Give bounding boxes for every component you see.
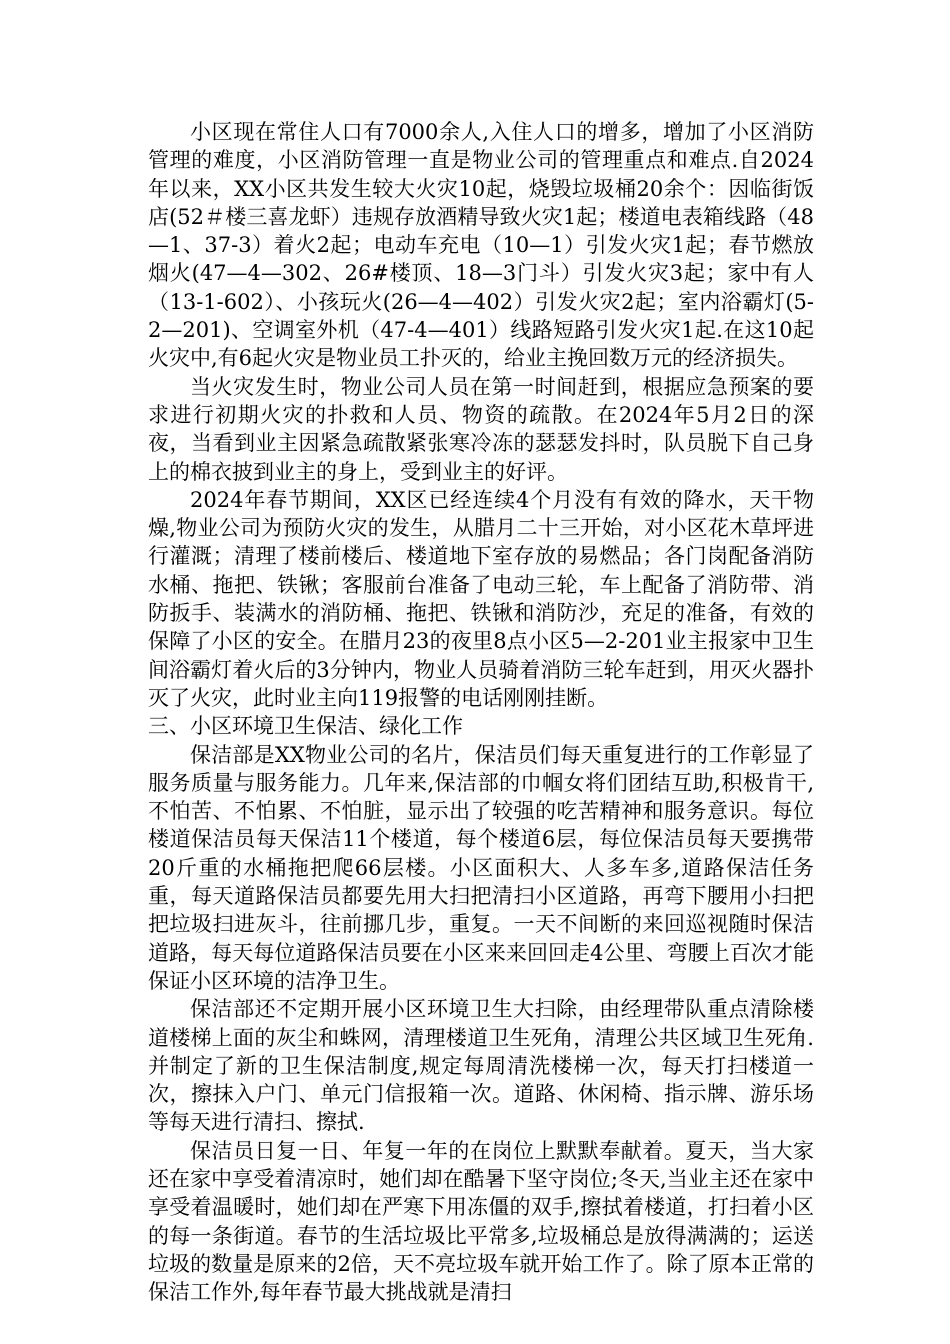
document-page <box>148 118 814 1306</box>
paragraph-fire-response: 当火灾发生时，物业公司人员在第一时间赶到，根据应急预案的要求进行初期火灾的扑救和人员、物资的疏散。在2024年5月2日的深夜，当看到业主因紧急疏散紧张寒冷冻的瑟瑟发抖时，队员脱下自己身上的棉衣披到业主的身上，受到业主的好评。 <box>148 374 814 484</box>
paragraph-cleaning-dedication: 保洁员日复一日、年复一年的在岗位上默默奉献着。夏天，当大家还在家中享受着清凉时，她们却在酷暑下坚守岗位;冬天,当业主还在家中享受着温暖时，她们却在严寒下用冻僵的双手,擦拭着楼道，打扫着小区的每一条街道。春节的生活垃圾比平常多,垃圾桶总是放得满满的；运送垃圾的数量是原来的2倍，天不亮垃圾车就开始工作了。除了原本正常的保洁工作外,每年春节最大挑战就是清扫 <box>148 1138 814 1305</box>
paragraph-cleaning-campaign: 保洁部还不定期开展小区环境卫生大扫除，由经理带队重点清除楼道楼梯上面的灰尘和蛛网，清理楼道卫生死角，清理公共区域卫生死角.并制定了新的卫生保洁制度,规定每周清洗楼梯一次，每天打扫楼道一次，擦抹入户门、单元门信报箱一次。道路、休闲椅、指示牌、游乐场等每天进行清扫、擦拭. <box>148 997 814 1135</box>
section-heading: 三、小区环境卫生保洁、绿化工作 <box>148 714 463 739</box>
paragraph-fire-statistics: 小区现在常住人口有7000余人,入住人口的增多，增加了小区消防管理的难度，小区消防管理一直是物业公司的管理重点和难点.自2024年以来，XX小区共发生较大火灾10起，烧毁垃圾桶20余个：因临街饭店(52＃楼三喜龙虾）违规存放酒精导致火灾1起；楼道电表箱线路（48—1、37-3）着火2起；电动车充电（10—1）引发火灾1起；春节燃放烟火(47—4—302、26#楼顶、18—3门斗）引发火灾3起；家中有人（13-1-602）、小孩玩火(26—4—402）引发火灾2起；室内浴霸灯(5-2—201)、空调室外机（47-4—401）线路短路引发火灾1起.在这10起火灾中,有6起火灾是物业员工扑灭的，给业主挽回数万元的经济损失。 <box>148 120 814 371</box>
paragraph-cleaning-department: 保洁部是XX物业公司的名片，保洁员们每天重复进行的工作彰显了服务质量与服务能力。几年来,保洁部的巾帼女将们团结互助,积极肯干,不怕苦、不怕累、不怕脏，显示出了较强的吃苦精神和服务意识。每位楼道保洁员每天保洁11个楼道，每个楼道6层，每位保洁员每天要携带20斤重的水桶拖把爬66层楼。小区面积大、人多车多,道路保洁任务重，每天道路保洁员都要先用大扫把清扫小区道路，再弯下腰用小扫把把垃圾扫进灰斗，往前挪几步，重复。一天不间断的来回巡视随时保洁道路，每天每位道路保洁员要在小区来来回回走4公里、弯腰上百次才能保证小区环境的洁净卫生。 <box>148 742 814 993</box>
paragraph-spring-festival-prevention: 2024年春节期间，XX区已经连续4个月没有有效的降水，天干物燥,物业公司为预防火灾的发生，从腊月二十三开始，对小区花木草坪进行灌溉；清理了楼前楼后、楼道地下室存放的易燃品；各门岗配备消防水桶、拖把、铁锹；客服前台准备了电动三轮，车上配备了消防带、消防扳手、装满水的消防桶、拖把、铁锹和消防沙，充足的准备，有效的保障了小区的安全。在腊月23的夜里8点小区5—2-201业主报家中卫生间浴霸灯着火后的3分钟内，物业人员骑着消防三轮车赶到，用灭火器扑灭了火灾，此时业主向119报警的电话刚刚挂断。 <box>148 487 814 710</box>
